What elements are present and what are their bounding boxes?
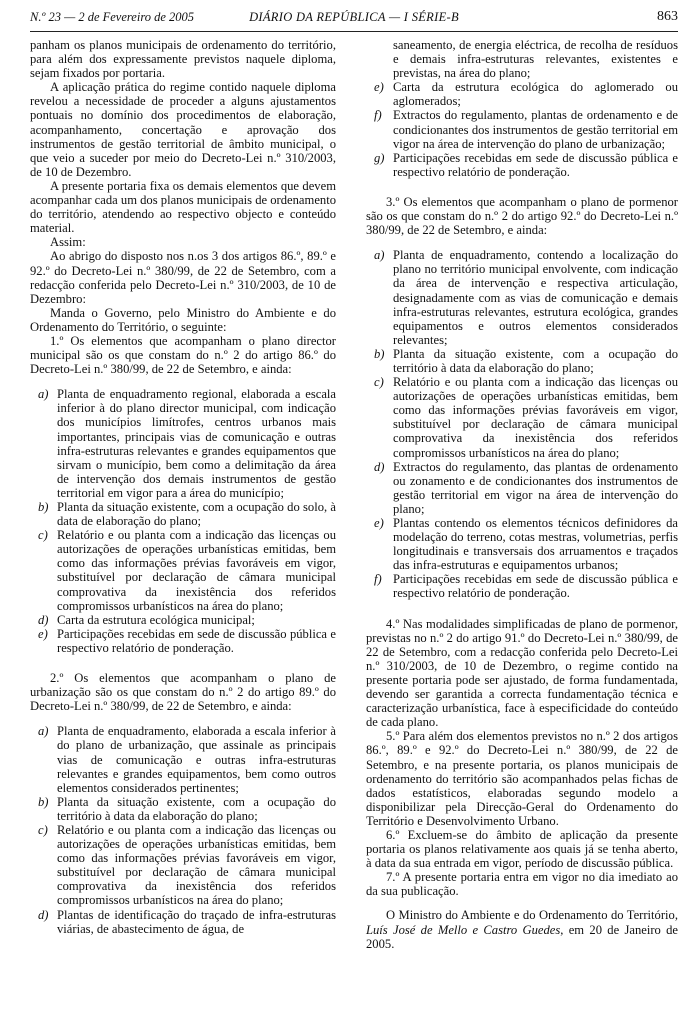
item-label: c) <box>38 822 48 837</box>
item-text: Carta da estrutura ecológica municipal; <box>57 612 255 627</box>
item-text: Relatório e ou planta com a indicação das licenças ou autorizações de operações urbanísticas emitidas, bem como das informações prévias favoráveis em vigor, substituível por declaração de câmara municipal comprovativa da inexistência dos referidos compromissos urbanísticos na área do plano; <box>393 375 678 460</box>
item-text: Planta da situação existente, com a ocupação do território à data da elaboração do plano; <box>393 346 678 375</box>
section-2-list <box>30 724 336 935</box>
item-text: Planta de enquadramento, elaborada a escala inferior à do plano de urbanização, que assinale as principais vias de comunicação e outras infra-estruturas relevantes e grandes equipamentos, bem como outros elementos considerados pertinentes; <box>57 724 336 795</box>
list-item <box>366 516 678 572</box>
section-5-paragraph: 5.º Para além dos elementos previstos no n.º 2 dos artigos 86.º, 89.º e 92.º do Decreto-Lei n.º 380/99, de 22 de Setembro, e na presente portaria, os planos municipais de ordenamento do território são acompanhados pelas fichas de dados estatísticos, elaboradas segundo modelo a disponibilizar pela Direcção-Geral do Ordenamento do Território e Desenvolvimento Urbano. <box>366 729 678 828</box>
item-text: Relatório e ou planta com a indicação das licenças ou autorizações de operações urbanísticas emitidas, bem como das informações prévias favoráveis em vigor, substituível por declaração de câmara municipal comprovativa da inexistência dos referidos compromissos urbanísticos na área do plano; <box>57 822 336 908</box>
item-label: f) <box>374 572 382 587</box>
signature-prefix: O Ministro do Ambiente e do Ordenamento do Território, <box>386 908 678 923</box>
item-label: c) <box>374 375 384 390</box>
signature-suffix: , em 20 de Janeiro de 2005. <box>366 922 679 951</box>
minister-name: Luís José de Mello e Castro Guedes <box>366 922 561 937</box>
item-label: c) <box>38 528 48 543</box>
list-item-continued <box>366 38 678 80</box>
item-label: e) <box>374 80 384 95</box>
item-text: Carta da estrutura ecológica do aglomerado ou aglomerados; <box>393 80 678 109</box>
item-label: g) <box>374 150 385 165</box>
section-1-list <box>30 387 336 655</box>
item-text: Plantas de identificação do traçado de infra-estruturas viárias, de abastecimento de água, de <box>57 907 336 936</box>
list-item <box>30 908 336 936</box>
left-column <box>30 38 336 1024</box>
item-text: Participações recebidas em sede de discussão pública e respectivo relatório de ponderação. <box>57 626 336 655</box>
right-column <box>366 38 678 1024</box>
list-item <box>366 572 678 600</box>
section-3-list <box>366 248 678 600</box>
item-label: b) <box>374 346 385 361</box>
section-3-heading: 3.º Os elementos que acompanham o plano de pormenor são os que constam do n.º 2 do artigo 92.º do Decreto-Lei n.º 380/99, de 22 de Setembro, e ainda: <box>366 194 678 238</box>
page-header <box>30 10 678 28</box>
list-item <box>366 375 678 460</box>
section-6-paragraph: 6.º Excluem-se do âmbito de aplicação da presente portaria os planos relativamente aos quais já se tenha aberto, à data da sua entrada em vigor, período de discussão pública. <box>366 827 678 871</box>
list-item <box>366 460 678 516</box>
section-7-paragraph: 7.º A presente portaria entra em vigor no dia imediato ao da sua publicação. <box>366 870 678 899</box>
text-columns <box>30 38 678 1024</box>
list-item <box>30 528 336 613</box>
list-item <box>30 613 336 627</box>
item-label: e) <box>38 626 48 641</box>
item-text: Extractos do regulamento, das plantas de ordenamento ou zonamento e de condicionantes dos instrumentos de gestão territorial em vigor na área de intervenção do plano; <box>393 459 678 516</box>
list-item <box>366 347 678 375</box>
section-4-paragraph: 4.º Nas modalidades simplificadas de plano de pormenor, previstas no n.º 2 do artigo 91.º do Decreto-Lei n.º 380/99, de 22 de Setembro, com a redacção conferida pelo Decreto-Lei n.º 310/2003, de 10 de Dezembro, o regime contido na presente portaria pode ser ajustado, de forma fundamentada, devendo ser garantida a correcta fundamentação técnica e caracterização urbanística, face à especificidade do conteúdo de cada plano. <box>366 616 678 730</box>
item-text: Planta de enquadramento, contendo a localização do plano no território municipal envolvente, com indicação da área de intervenção e respectiva articulação, designadamente com as vias de comunicação e demais infra-estruturas relevantes, estrutura ecológica, grandes equipamentos e outros elementos considerados relevantes; <box>393 248 678 347</box>
issue-date: N.º 23 — 2 de Fevereiro de 2005 <box>30 10 195 24</box>
item-label: b) <box>38 500 49 514</box>
list-item <box>366 80 678 108</box>
item-text: Extractos do regulamento, plantas de ordenamento e de condicionantes dos instrumentos de gestão territorial em vigor na área de intervenção do plano de urbanização; <box>393 108 678 151</box>
header-rule <box>30 31 678 32</box>
paragraph: A presente portaria fixa os demais elementos que devem acompanhar cada um dos planos municipais de ordenamento do território, atendendo ao respectivo objecto e conteúdo material. <box>30 178 337 236</box>
paragraph: A aplicação prática do regime contido naquele diploma revelou a necessidade de proceder a alguns ajustamentos pontuais no domínio dos procedimentos de elaboração, acompanhamento, concertação e aprovação dos instrumentos de gestão territorial de âmbito municipal, o que veio a suceder por meio do Decreto-Lei n.º 310/2003, de 10 de Dezembro. <box>30 80 336 179</box>
paragraph: Manda o Governo, pelo Ministro do Ambiente e do Ordenamento do Território, o seguinte: <box>30 305 336 334</box>
item-label: d) <box>38 612 49 627</box>
item-text: Participações recebidas em sede de discussão pública e respectivo relatório de ponderação. <box>393 150 678 179</box>
list-item <box>366 151 678 179</box>
item-text: Relatório e ou planta com a indicação das licenças ou autorizações de operações urbanísticas emitidas, bem como das informações prévias favoráveis em vigor, substituível por declaração de câmara municipal comprovativa da inexistência dos referidos compromissos urbanísticos na área do plano; <box>57 528 336 613</box>
paragraph: Assim: <box>50 235 86 250</box>
item-text: Participações recebidas em sede de discussão pública e respectivo relatório de ponderação. <box>393 572 678 601</box>
page-number: 863 <box>657 9 678 24</box>
item-text: Planta de enquadramento regional, elaborada a escala inferior à do plano director municipal, com indicação dos municípios limítrofes, centros urbanos mais importantes, principais vias de comunicação e outras infra-estruturas relevantes e grandes equipamentos que sirvam o município, bem como a delimitação da área de intervenção dos demais instrumentos de gestão territorial em vigor para a área do município; <box>57 387 336 500</box>
section-2-heading: 2.º Os elementos que acompanham o plano de urbanização são os que constam do n.º 2 do artigo 89.º do Decreto-Lei n.º 380/99, de 22 de Setembro, e ainda: <box>30 671 336 714</box>
section-1-heading: 1.º Os elementos que acompanham o plano director municipal são os que constam do n.º 2 do artigo 86.º do Decreto-Lei n.º 380/99, de 22 de Setembro, e ainda: <box>30 333 336 377</box>
list-item <box>30 387 336 500</box>
item-label: f) <box>374 108 382 123</box>
paragraph: panham os planos municipais de ordenamento do território, para além dos expressamente previstos naquele diploma, sejam fixados por portaria. <box>30 38 336 81</box>
item-text: Planta da situação existente, com a ocupação do solo, à data de elaboração do plano; <box>57 500 336 529</box>
item-label: b) <box>38 794 49 809</box>
item-label: a) <box>374 248 385 263</box>
item-label: a) <box>38 387 49 402</box>
item-text: Planta da situação existente, com a ocupação do território à data da elaboração do plano; <box>57 794 336 823</box>
item-label: d) <box>374 459 385 474</box>
item-label: a) <box>38 724 49 739</box>
item-label: d) <box>38 907 49 922</box>
list-item <box>30 795 336 823</box>
list-item <box>30 823 336 908</box>
item-label: e) <box>374 516 384 530</box>
item-text: Plantas contendo os elementos técnicos definidores da modelação do terreno, cotas mestras, volumetrias, perfis longitudinais e transversais dos arruamentos e traçados das infra-estruturas e equipamentos urbanos; <box>393 516 678 573</box>
publication-title: DIÁRIO DA REPÚBLICA — I SÉRIE-B <box>249 10 459 24</box>
list-item <box>366 108 678 150</box>
paragraph: Ao abrigo do disposto nos n.os 3 dos artigos 86.º, 89.º e 92.º do Decreto-Lei n.º 380/99, de 22 de Setembro, com a redacção conferida pelo Decreto-Lei n.º 310/2003, de 10 de Dezembro: <box>30 249 336 306</box>
item-text: saneamento, de energia eléctrica, de recolha de resíduos e demais infra-estruturas relevantes, existentes e previstas, na área do plano; <box>393 38 678 81</box>
list-item <box>366 248 678 347</box>
list-item <box>30 500 336 528</box>
signature-block <box>366 908 678 950</box>
list-item <box>30 724 336 794</box>
list-item <box>30 627 336 655</box>
